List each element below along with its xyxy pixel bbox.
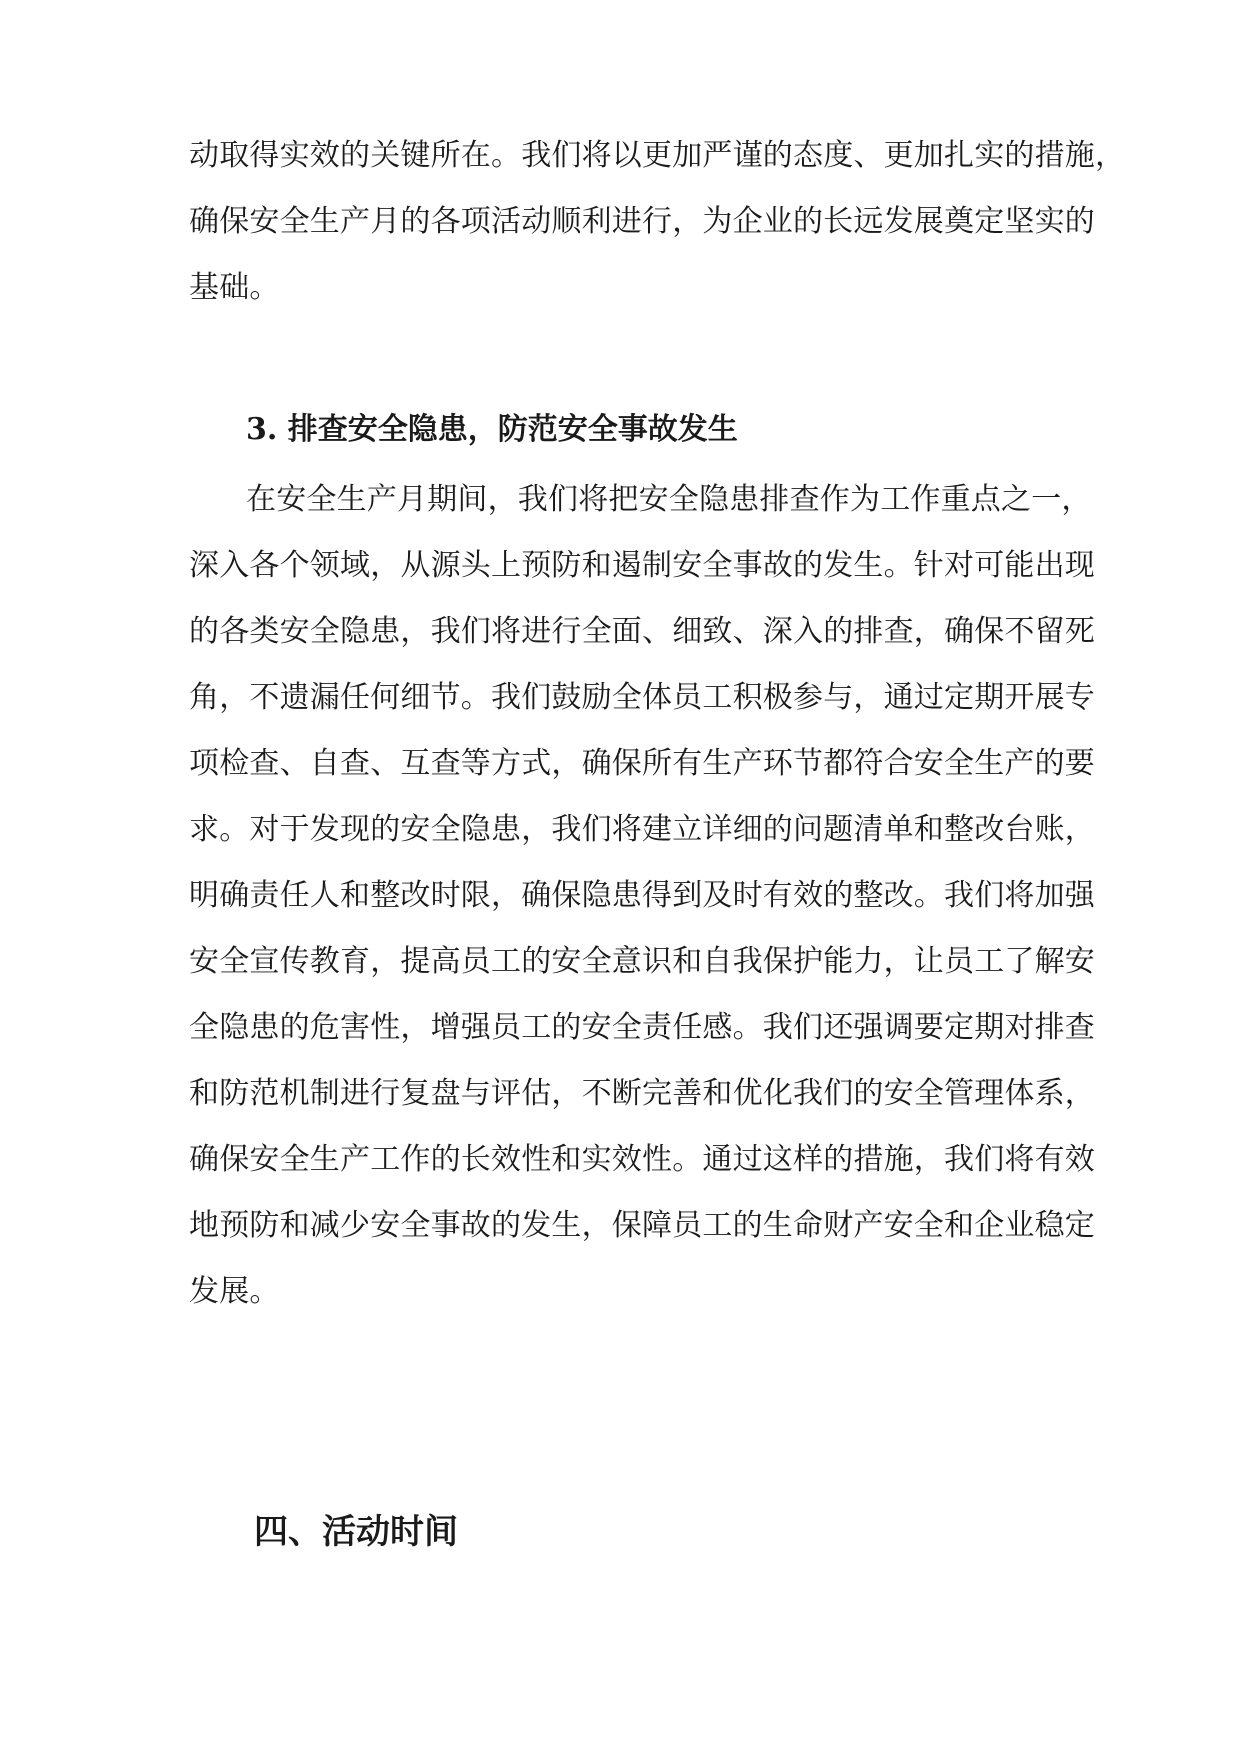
paragraph-line: 发展。 — [189, 1274, 280, 1309]
paragraph-line: 求。对于发现的安全隐患，我们将建立详细的问题清单和整改台账， — [189, 812, 1095, 847]
paragraph-line: 基础。 — [189, 270, 280, 305]
paragraph-line: 项检查、自查、互查等方式，确保所有生产环节都符合安全生产的要 — [189, 746, 1095, 781]
paragraph-line: 明确责任人和整改时限，确保隐患得到及时有效的整改。我们将加强 — [189, 878, 1095, 913]
paragraph-line: 角，不遗漏任何细节。我们鼓励全体员工积极参与，通过定期开展专 — [189, 680, 1095, 715]
paragraph-line: 和防范机制进行复盘与评估，不断完善和优化我们的安全管理体系， — [189, 1076, 1095, 1111]
paragraph-line: 地预防和减少安全事故的发生，保障员工的生命财产安全和企业稳定 — [189, 1208, 1095, 1243]
paragraph-line: 的各类安全隐患，我们将进行全面、细致、深入的排查，确保不留死 — [189, 614, 1095, 649]
paragraph-line: 动取得实效的关键所在。我们将以更加严谨的态度、更加扎实的措施， — [189, 138, 1126, 173]
chapter-heading: 四、活动时间 — [254, 1512, 458, 1552]
paragraph-line: 在安全生产月期间，我们将把安全隐患排查作为工作重点之一， — [246, 482, 1092, 517]
section-heading: 3. 排查安全隐患，防范安全事故发生 — [246, 412, 738, 447]
paragraph-line: 安全宣传教育，提高员工的安全意识和自我保护能力，让员工了解安 — [189, 944, 1095, 979]
paragraph-line: 确保安全生产工作的长效性和实效性。通过这样的措施，我们将有效 — [189, 1142, 1095, 1177]
paragraph-line: 确保安全生产月的各项活动顺利进行，为企业的长远发展奠定坚实的 — [189, 204, 1095, 239]
paragraph-line: 深入各个领域，从源头上预防和遏制安全事故的发生。针对可能出现 — [189, 548, 1095, 583]
paragraph-line: 全隐患的危害性，增强员工的安全责任感。我们还强调要定期对排查 — [189, 1010, 1095, 1045]
